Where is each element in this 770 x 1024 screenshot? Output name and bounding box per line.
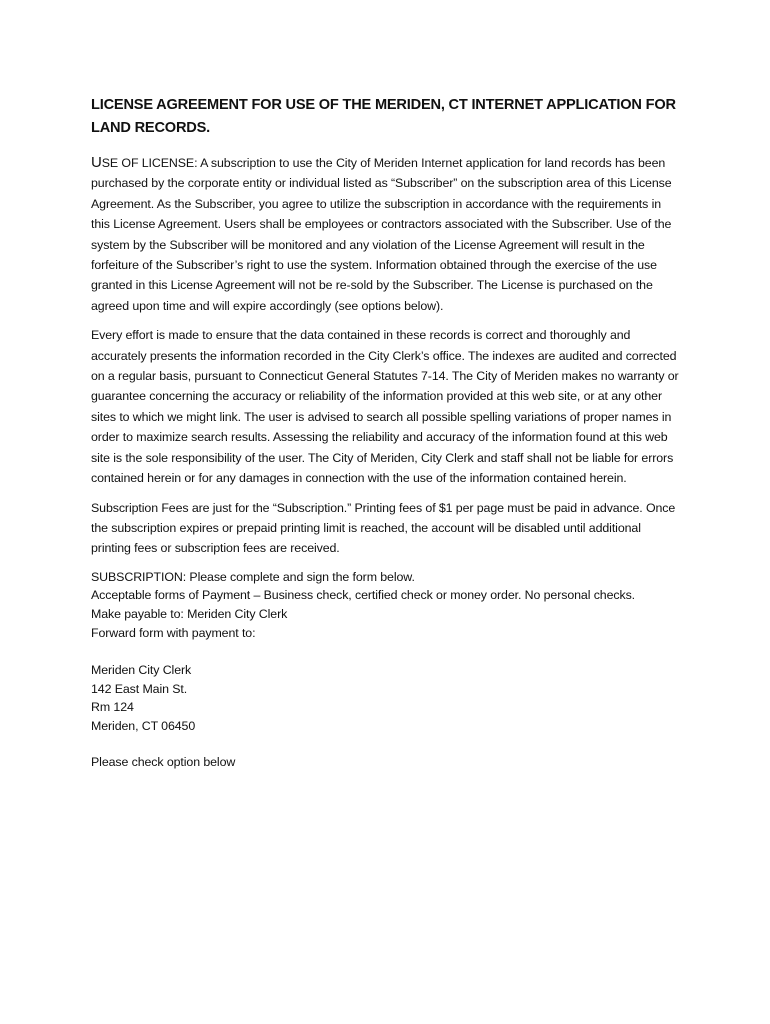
document-page <box>91 94 681 772</box>
use-of-license-heading-cap: U <box>91 154 102 171</box>
mailing-address <box>91 661 681 735</box>
address-name: Meriden City Clerk <box>91 663 192 678</box>
subscription-instructions <box>91 568 681 642</box>
check-option-note: Please check option below <box>91 755 236 770</box>
use-of-license-paragraph <box>91 153 681 316</box>
spacer <box>91 642 681 661</box>
address-city: Meriden, CT 06450 <box>91 718 196 733</box>
use-of-license-heading: SE OF LICENSE <box>101 156 195 170</box>
address-street: 142 East Main St. <box>91 681 188 696</box>
payment-forms-line: Acceptable forms of Payment – Business check, certified check or money order. No personal checks. <box>91 588 636 603</box>
disclaimer-paragraph: Every effort is made to ensure that the data contained in these records is correct and thoroughly and accurately presents the information recorded in the City Clerk’s office. The indexes are audited and corrected on a regular basis, pursuant to Connecticut General Statutes 7-14. The City of Meriden makes no warranty or guarantee concerning the accuracy or reliability of the information provided at this web site, or at any other sites to which we might link. The user is advised to search all possible spelling variations of proper names in order to maximize search results. Assessing the reliability and accuracy of the information found at this web site is the sole responsibility of the user. The City of Meriden, City Clerk and staff shall not be liable for errors contained herein or for any damages in connection with the use of the information contained herein. <box>91 328 679 486</box>
use-of-license-body: : A subscription to use the City of Meriden Internet application for land records has been purchased by the corporate entity or individual listed as “Subscriber” on the subscription area of this License Agreement. As the Subscriber, you agree to utilize the subscription in accordance with the requirements in this License Agreement. Users shall be employees or contractors associated with the Subscriber. Use of the system by the Subscriber will be monitored and any violation of the License Agreement will result in the forfeiture of the Subscriber’s right to use the system. Information obtained through the exercise of the use granted in this License Agreement will not be re-sold by the Subscriber. The License is purchased on the agreed upon time and will expire accordingly (see options below). <box>91 156 672 313</box>
document-title: LICENSE AGREEMENT FOR USE OF THE MERIDEN, CT INTERNET APPLICATION FOR LAND RECORDS. <box>91 97 676 136</box>
payable-to-line: Make payable to: Meriden City Clerk <box>91 606 288 621</box>
subscription-line: SUBSCRIPTION: Please complete and sign the form below. <box>91 569 415 584</box>
fees-paragraph: Subscription Fees are just for the “Subscription.” Printing fees of $1 per page must be paid in advance. Once the subscription expires or prepaid printing limit is reached, the account will be disabled until additional printing fees or subscription fees are received. <box>91 500 676 556</box>
address-room: Rm 124 <box>91 700 134 715</box>
forward-form-line: Forward form with payment to: <box>91 625 256 640</box>
